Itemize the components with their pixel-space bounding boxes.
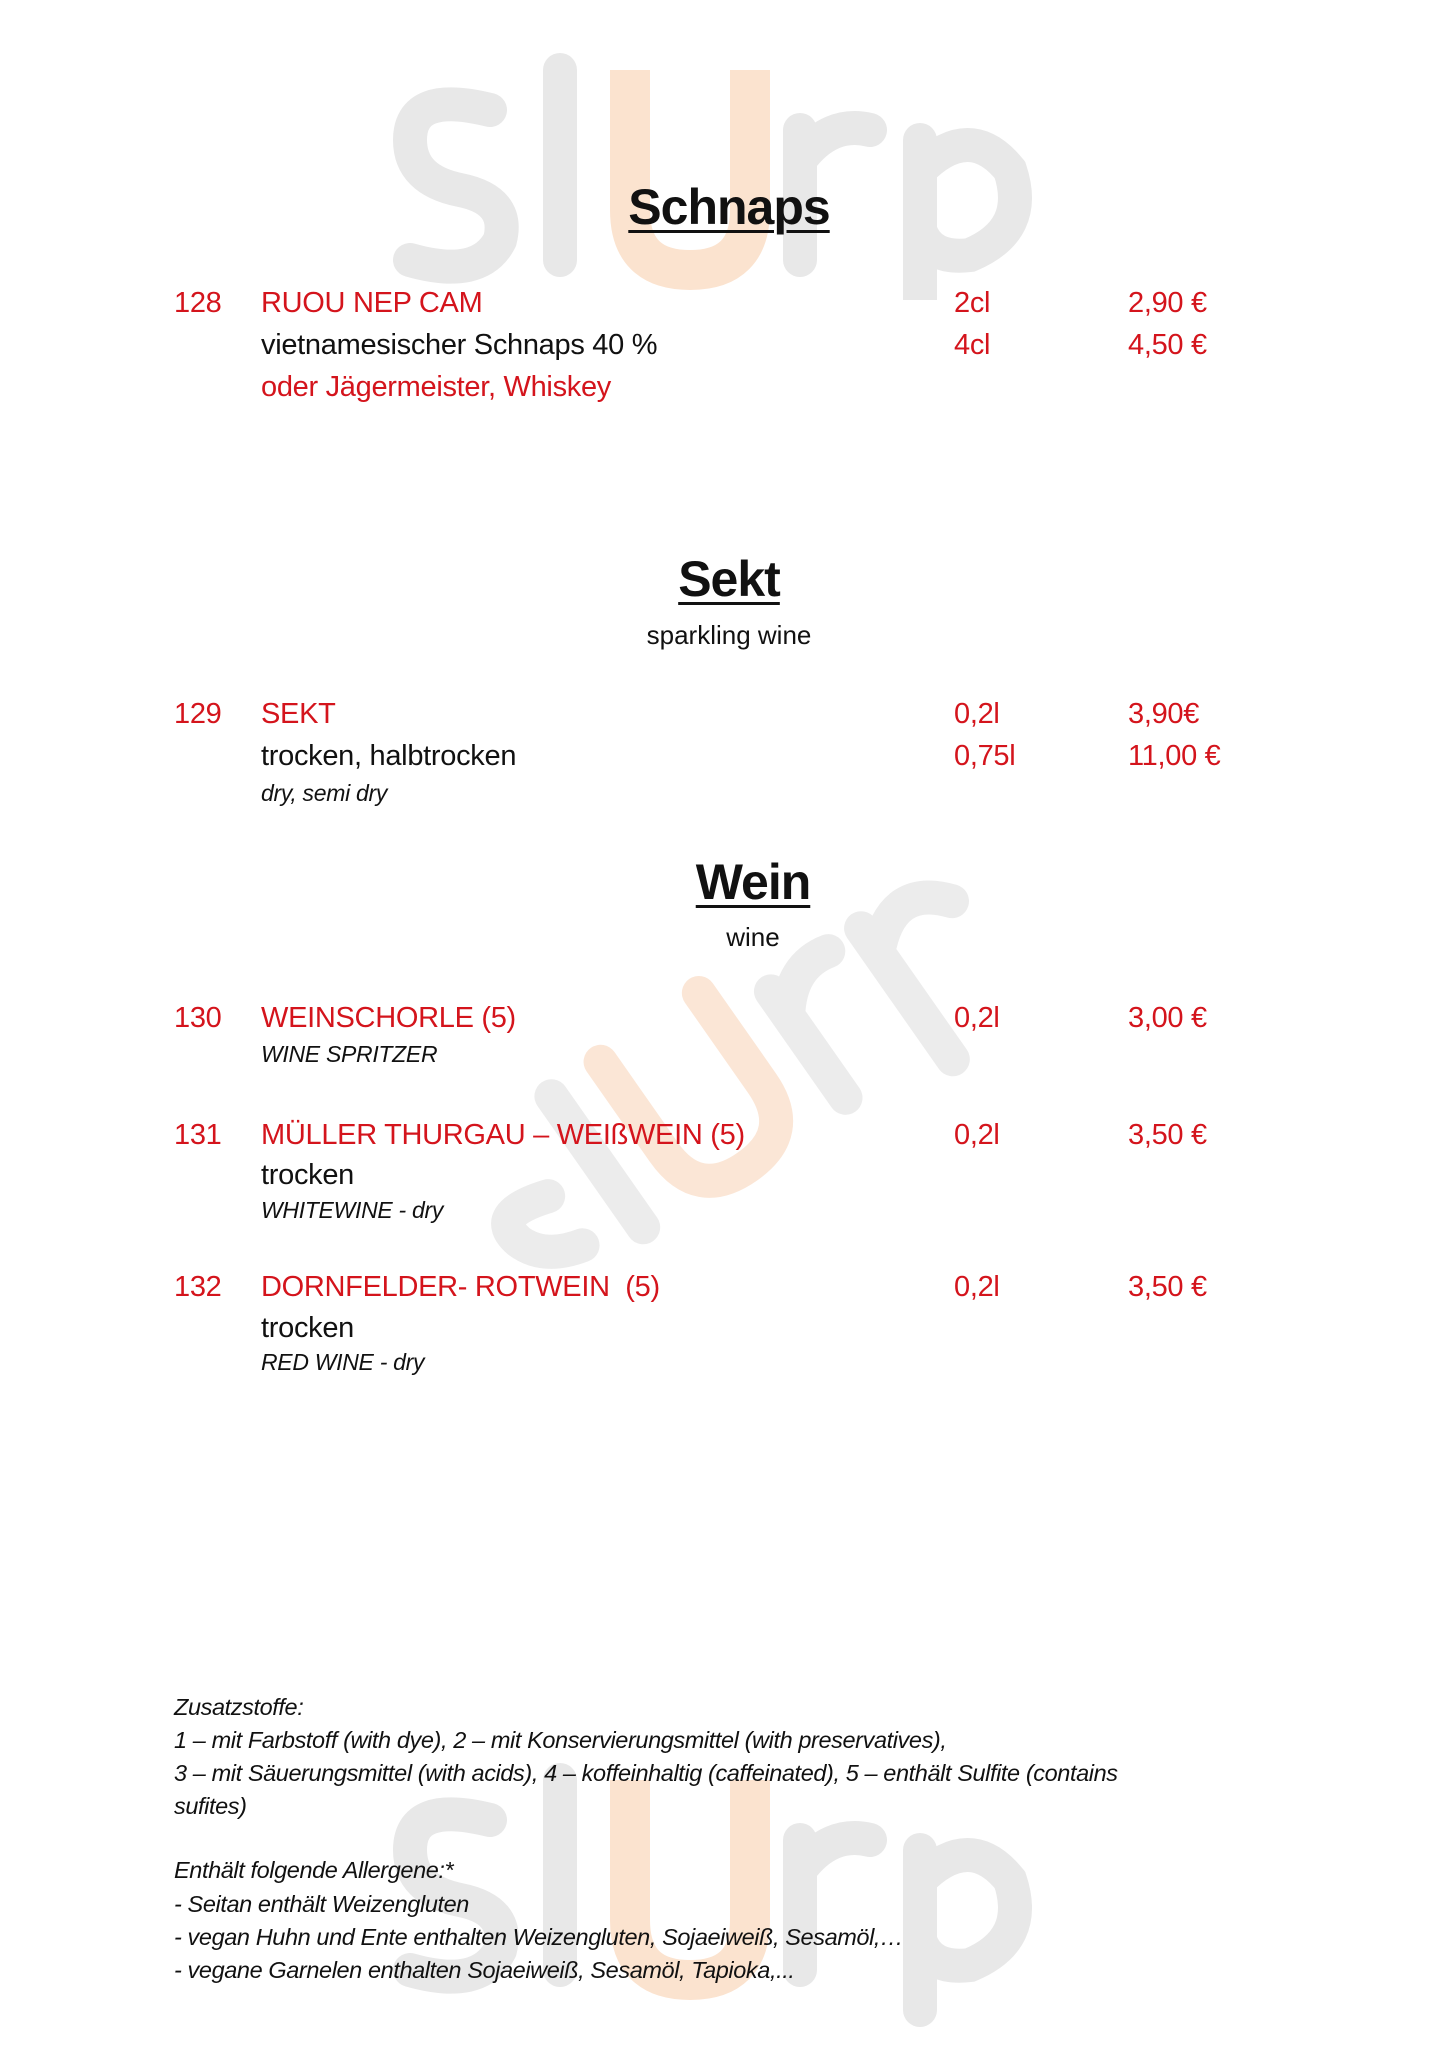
item-number: 129 [174,698,222,730]
item-name: SEKT [261,698,336,730]
item-price: 11,00 € [1128,740,1221,772]
item-size: 2cl [954,287,991,319]
section-title-sekt: Sekt [678,551,780,607]
allergens-title: Enthält folgende Allergene:* [174,1857,454,1883]
section-title-wein: Wein [695,854,811,910]
watermark-logo [370,1750,1090,2030]
item-size: 0,2l [954,1119,1000,1151]
section-subtitle: wine [726,922,780,952]
item-description: trocken [261,1159,354,1191]
item-name: RUOU NEP CAM [261,287,483,319]
section-subtitle: sparkling wine [646,620,812,650]
item-description: trocken, halbtrocken [261,740,517,772]
item-description-en: WHITEWINE - dry [261,1197,444,1223]
allergens-line: - vegan Huhn und Ente enthalten Weizengluten, Sojaeiweiß, Sesamöl,… [174,1924,904,1950]
allergens-line: - Seitan enthält Weizengluten [174,1891,469,1917]
allergens-line: - vegane Garnelen enthalten Sojaeiweiß, Sesamöl, Tapioka,... [174,1957,795,1983]
additives-line: sufites) [174,1793,247,1819]
item-name: MÜLLER THURGAU – WEIßWEIN (5) [261,1119,745,1151]
item-description-en: dry, semi dry [261,780,388,806]
item-description-en: WINE SPRITZER [261,1041,438,1067]
item-size: 0,75l [954,740,1016,772]
item-number: 132 [174,1271,222,1303]
item-description: vietnamesischer Schnaps 40 % [261,329,658,361]
watermark-logo [370,40,1090,300]
item-price: 2,90 € [1128,287,1207,319]
item-price: 3,50 € [1128,1271,1207,1303]
additives-title: Zusatzstoffe: [174,1694,304,1720]
additives-line: 1 – mit Farbstoff (with dye), 2 – mit Konservierungsmittel (with preservatives), [174,1727,947,1753]
item-size: 0,2l [954,1271,1000,1303]
section-title-schnaps: Schnaps [628,179,830,235]
item-number: 130 [174,1002,222,1034]
item-size: 0,2l [954,698,1000,730]
item-size: 0,2l [954,1002,1000,1034]
item-price: 4,50 € [1128,329,1207,361]
additives-line: 3 – mit Säuerungsmittel (with acids), 4 – koffeinhaltig (caffeinated), 5 – enthält Sulfite (contains [174,1760,1118,1786]
item-price: 3,00 € [1128,1002,1207,1034]
item-number: 128 [174,287,222,319]
item-price: 3,50 € [1128,1119,1207,1151]
item-description-en: RED WINE - dry [261,1349,425,1375]
item-name: WEINSCHORLE (5) [261,1002,516,1034]
item-size: 4cl [954,329,991,361]
item-price: 3,90€ [1128,698,1200,730]
item-description: trocken [261,1312,354,1344]
item-number: 131 [174,1119,222,1151]
item-name: DORNFELDER- ROTWEIN (5) [261,1271,660,1303]
item-extra: oder Jägermeister, Whiskey [261,371,611,403]
